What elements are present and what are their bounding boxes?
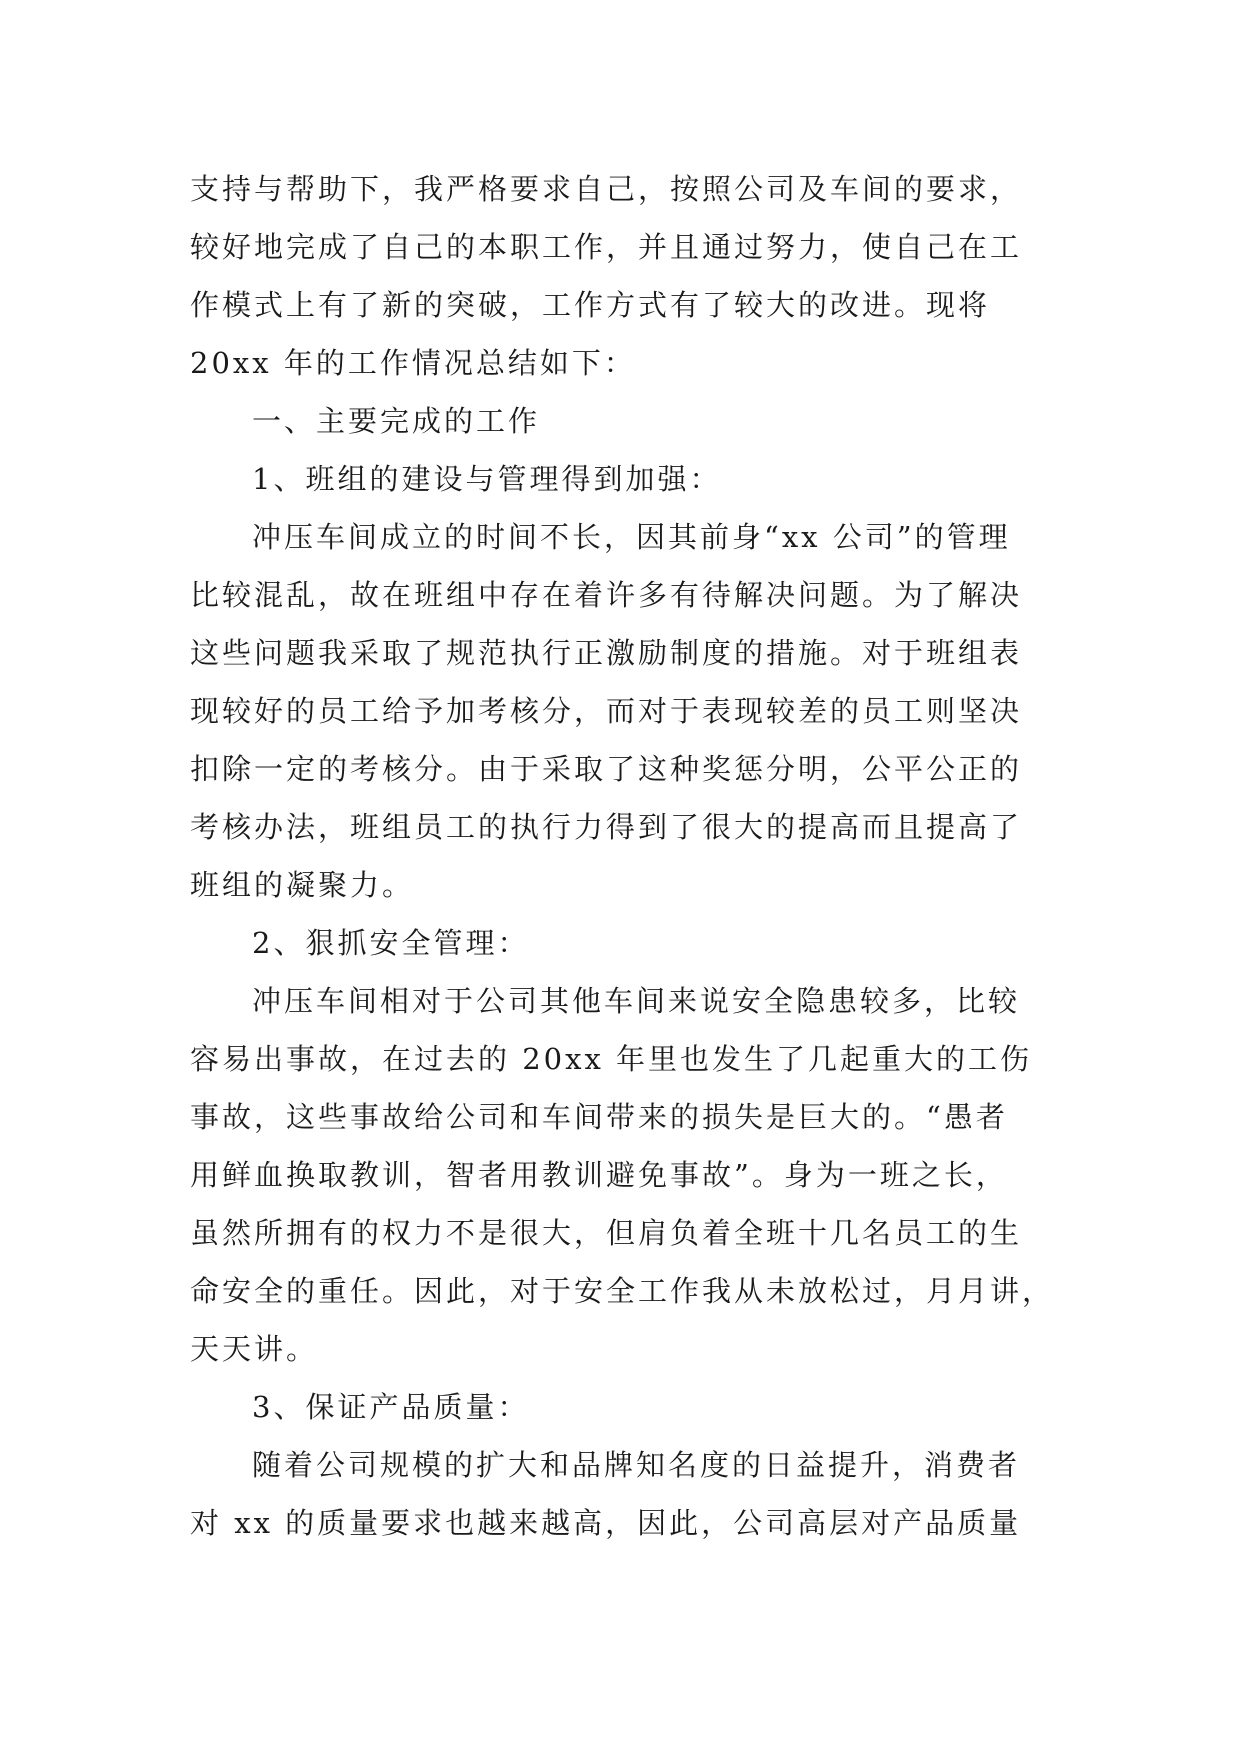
paragraph-start-line: 冲压车间相对于公司其他车间来说安全隐患较多，比较 bbox=[252, 984, 1021, 1018]
body-line: 现较好的员工给予加考核分，而对于表现较差的员工则坚决 bbox=[190, 694, 1023, 728]
body-line: 作模式上有了新的突破，工作方式有了较大的改进。现将 bbox=[190, 288, 991, 322]
body-line: 扣除一定的考核分。由于采取了这种奖惩分明，公平公正的 bbox=[190, 752, 1023, 786]
body-line: 这些问题我采取了规范执行正激励制度的措施。对于班组表 bbox=[190, 636, 1023, 670]
subsection-heading: 2、狠抓安全管理： bbox=[252, 926, 530, 960]
body-line: 20xx 年的工作情况总结如下： bbox=[190, 346, 636, 380]
body-line: 考核办法，班组员工的执行力得到了很大的提高而且提高了 bbox=[190, 810, 1023, 844]
body-line: 用鲜血换取教训，智者用教训避免事故”。身为一班之长， bbox=[190, 1158, 1008, 1192]
document-body bbox=[190, 160, 1055, 1552]
paragraph-start-line: 随着公司规模的扩大和品牌知名度的日益提升，消费者 bbox=[252, 1448, 1021, 1482]
body-line: 较好地完成了自己的本职工作，并且通过努力，使自己在工 bbox=[190, 230, 1023, 264]
paragraph-start-line: 冲压车间成立的时间不长，因其前身“xx 公司”的管理 bbox=[252, 520, 1011, 554]
body-line: 命安全的重任。因此，对于安全工作我从未放松过，月月讲， bbox=[190, 1274, 1055, 1308]
body-line: 班组的凝聚力。 bbox=[190, 868, 415, 902]
body-line: 对 xx 的质量要求也越来越高，因此，公司高层对产品质量 bbox=[190, 1506, 1022, 1540]
body-line: 比较混乱，故在班组中存在着许多有待解决问题。为了解决 bbox=[190, 578, 1023, 612]
body-line: 容易出事故，在过去的 20xx 年里也发生了几起重大的工伤 bbox=[190, 1042, 1033, 1076]
body-line: 天天讲。 bbox=[190, 1332, 319, 1366]
body-line: 虽然所拥有的权力不是很大，但肩负着全班十几名员工的生 bbox=[190, 1216, 1023, 1250]
body-line: 支持与帮助下，我严格要求自己，按照公司及车间的要求， bbox=[190, 172, 1023, 206]
subsection-heading: 1、班组的建设与管理得到加强： bbox=[252, 462, 722, 496]
body-line: 事故，这些事故给公司和车间带来的损失是巨大的。“愚者 bbox=[190, 1100, 1008, 1134]
section-heading: 一、主要完成的工作 bbox=[252, 404, 541, 438]
subsection-heading: 3、保证产品质量： bbox=[252, 1390, 530, 1424]
